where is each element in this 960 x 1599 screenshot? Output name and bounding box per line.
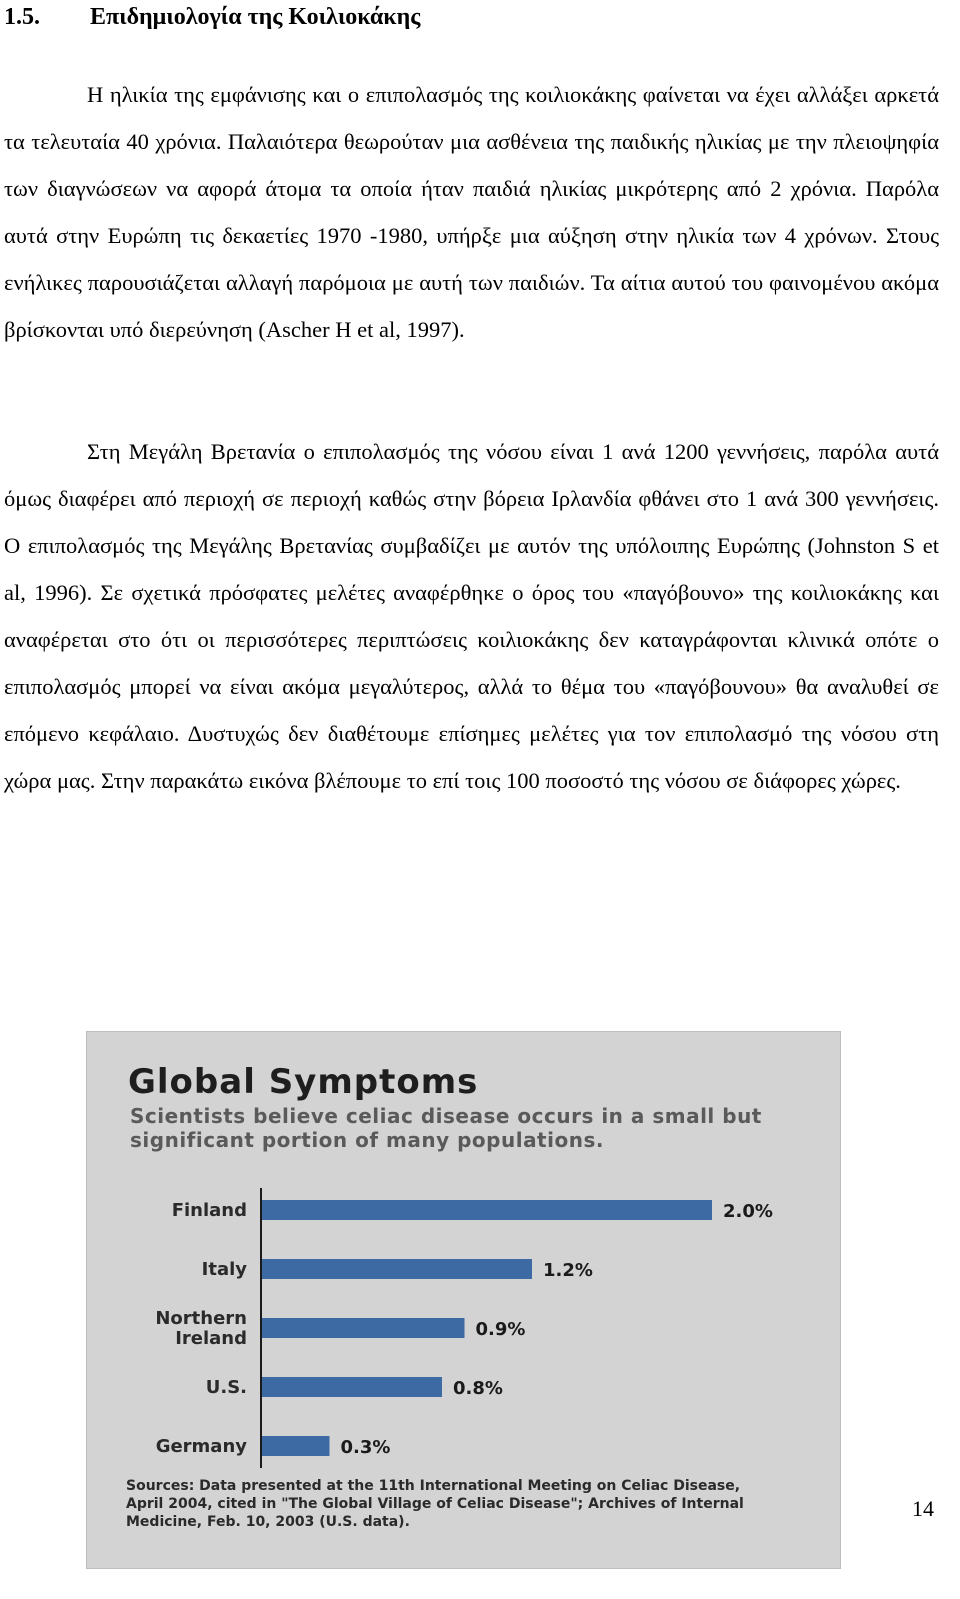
chart-category-label: U.S. <box>205 1377 247 1398</box>
chart-sources: Sources: Data presented at the 11th International Meeting on Celiac Disease, April 2004, cited in "The Global Village of Celiac Disease"; Archives of Internal Medicine, Feb. 10, 2003 (U.S. data). <box>126 1478 744 1530</box>
section-heading <box>4 2 420 32</box>
chart-bar <box>262 1436 330 1456</box>
chart-bar <box>262 1377 442 1397</box>
chart-category-label: Northern <box>155 1308 247 1329</box>
chart-bar <box>262 1259 532 1279</box>
chart-title: Global Symptoms <box>128 1062 479 1102</box>
section-title: Επιδημιολογία της Κοιλιοκάκης <box>90 4 421 30</box>
chart-value-label: 2.0% <box>723 1201 773 1222</box>
chart-category-label: Germany <box>155 1436 247 1457</box>
section-number: 1.5. <box>4 4 40 30</box>
chart-subtitle: Scientists believe celiac disease occurs in a small but significant portion of many populations. <box>130 1104 762 1152</box>
paragraph-1: Η ηλικία της εμφάνισης και ο επιπολασμός της κοιλιοκάκης φαίνεται να έχει αλλάξει αρκετά τα τελευταία 40 χρόνια. Παλαιότερα θεωρούταν μια ασθένεια της παιδικής ηλικίας με την πλειοψηφία των διαγνώσεων να αφορά άτομα τα οποία ήταν παιδιά ηλικίας μικρότερης από 2 χρόνια. Παρόλα αυτά στην Ευρώπη τις δεκαετίες 1970 -1980, υπήρξε μια αύξηση στην ηλικία των 4 χρόνων. Στους ενήλικες παρουσιάζεται αλλαγή παρόμοια με αυτή των παιδιών. Τα αίτια αυτού του φαινομένου ακόμα βρίσκονται υπό διερεύνηση (Ascher H et al, 1997). <box>4 82 939 342</box>
chart-bar <box>262 1200 712 1220</box>
chart-value-label: 1.2% <box>543 1260 593 1281</box>
chart-figure <box>86 1031 841 1569</box>
paragraph-2: Στη Μεγάλη Βρετανία ο επιπολασμός της νόσου είναι 1 ανά 1200 γεννήσεις, παρόλα αυτά όμως διαφέρει από περιοχή σε περιοχή καθώς στην βόρεια Ιρλανδία φθάνει στο 1 ανά 300 γεννήσεις. Ο επιπολασμός της Μεγάλης Βρετανίας συμβαδίζει με αυτόν της υπόλοιπης Ευρώπης (Johnston S et al, 1996). Σε σχετικά πρόσφατες μελέτες αναφέρθηκε ο όρος του «παγόβουνο» της κοιλιοκάκης και αναφέρεται στο ότι οι περισσότερες περιπτώσεις κοιλιοκάκης δεν καταγράφονται κλινικά οπότε ο επιπολασμός μπορεί να είναι ακόμα μεγαλύτερος, αλλά το θέμα του «παγόβουνου» θα αναλυθεί σε επόμενο κεφάλαιο. Δυστυχώς δεν διαθέτουμε επίσημες μελέτες για τον επιπολασμό της νόσου στη χώρα μας. Στην παρακάτω εικόνα βλέπουμε το επί τοις 100 ποσοστό της νόσου σε διάφορες χώρες. <box>4 439 939 793</box>
chart-value-label: 0.3% <box>340 1437 391 1458</box>
page-number: 14 <box>912 1496 934 1521</box>
chart-bar <box>262 1318 465 1338</box>
chart-category-label: Ireland <box>175 1328 247 1349</box>
chart-value-label: 0.9% <box>475 1319 526 1340</box>
chart-category-label: Italy <box>201 1259 247 1280</box>
chart-category-label: Finland <box>171 1200 247 1221</box>
chart-value-label: 0.8% <box>453 1378 503 1399</box>
